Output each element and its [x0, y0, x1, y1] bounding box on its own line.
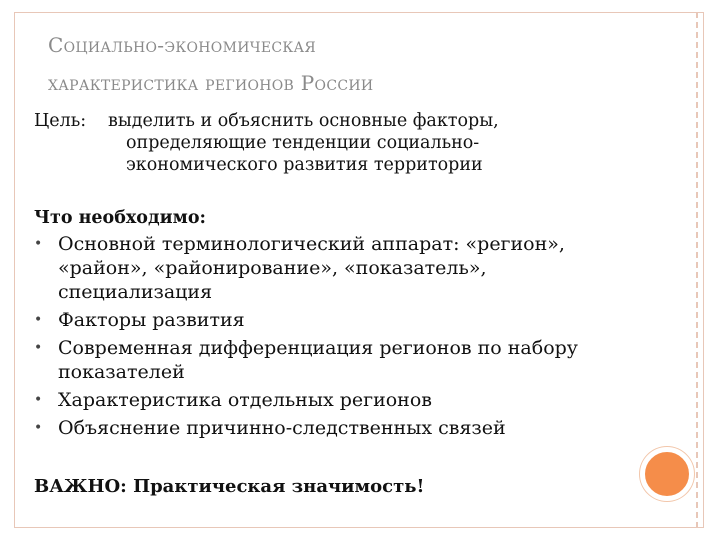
- list-item-line: Факторы развития: [58, 309, 245, 331]
- slide-edge-dashed-line: [696, 12, 698, 528]
- bullet-icon: •: [34, 312, 43, 328]
- list-item: [34, 416, 674, 440]
- goal-block: [34, 110, 674, 176]
- slide-title-line-1: Социально-экономическая: [48, 33, 317, 57]
- list-item-line: Современная дифференциация регионов по набору: [58, 337, 578, 359]
- decorative-circle-icon: [640, 447, 694, 501]
- list-item: [34, 388, 674, 412]
- list-item: [34, 308, 674, 332]
- important-note: ВАЖНО: Практическая значимость!: [34, 476, 425, 497]
- bullet-icon: •: [34, 236, 43, 252]
- goal-label: Цель:: [34, 111, 87, 131]
- needs-heading: Что необходимо:: [34, 208, 206, 228]
- slide-title-line-2: характеристика регионов России: [48, 71, 374, 95]
- list-item-line: Основной терминологический аппарат: «регион»,: [58, 233, 565, 255]
- list-item-line: «район», «районирование», «показатель»,: [58, 257, 487, 279]
- goal-text-line-1: выделить и объяснить основные факторы,: [108, 111, 499, 131]
- bullet-icon: •: [34, 340, 43, 356]
- goal-text: [108, 110, 628, 176]
- list-item-line: Характеристика отдельных регионов: [58, 389, 432, 411]
- list-item-line: показателей: [58, 361, 185, 383]
- bullet-icon: •: [34, 420, 43, 436]
- list-item-line: Объяснение причинно-следственных связей: [58, 417, 506, 439]
- list-item: [34, 336, 674, 384]
- list-item: [34, 232, 674, 304]
- list-item-line: специализация: [58, 281, 213, 303]
- goal-text-line-2: определяющие тенденции социально-: [126, 133, 480, 153]
- bullet-icon: •: [34, 392, 43, 408]
- goal-text-line-3: экономического развития территории: [126, 155, 483, 175]
- needs-list: [34, 232, 674, 444]
- slide-title: [48, 26, 648, 102]
